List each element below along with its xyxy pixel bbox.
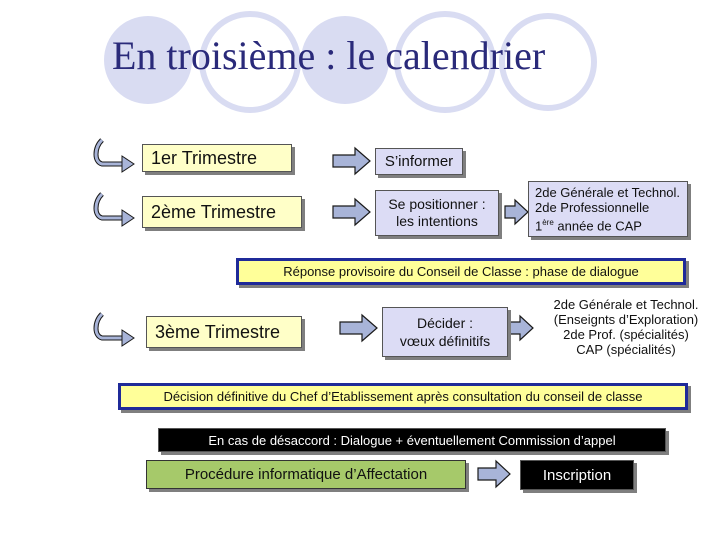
action-2-box (375, 190, 499, 236)
final-decision-label: Décision définitive du Chef d’Etablissement après consultation du conseil de classe (163, 389, 643, 404)
right-arrow-icon (510, 316, 533, 340)
right-arrow-icon (340, 315, 377, 341)
right-arrow-icon (333, 148, 370, 174)
procedure-label: Procédure informatique d’Affectation (184, 466, 428, 483)
action-3-box (382, 307, 508, 357)
option-line-cap: 1ère année de CAP (535, 217, 642, 234)
page-title: En troisième : le calendrier (112, 33, 546, 78)
option-line: 2de Générale et Technol. (535, 184, 681, 200)
procedure-box (146, 460, 466, 489)
right-arrow-icon (505, 200, 528, 224)
provisional-banner-label: Réponse provisoire du Conseil de Classe : phase de dialogue (283, 264, 639, 279)
term-3-label: 3ème Trimestre (155, 321, 281, 342)
option-line: 2de Professionnelle (535, 199, 650, 215)
curved-arrow-icon (96, 314, 134, 346)
provisional-banner (236, 258, 686, 285)
action-3-line-2: vœux définitifs (399, 333, 491, 349)
term-2-box (142, 196, 302, 228)
right-arrow-icon (478, 461, 510, 487)
term-1-label: 1er Trimestre (151, 147, 258, 168)
action-1-box (375, 148, 463, 175)
action-1-label: S’informer (384, 153, 454, 170)
action-3-line-1: Décider : (416, 315, 474, 331)
disagreement-label: En cas de désaccord : Dialogue + éventuellement Commission d’appel (208, 432, 616, 448)
final-decision-banner (118, 383, 688, 410)
term-2-label: 2ème Trimestre (151, 201, 277, 222)
disagreement-banner (158, 428, 666, 452)
action-2-line-2: les intentions (396, 213, 478, 229)
inscription-box (520, 460, 634, 490)
term-1-box (142, 144, 292, 172)
option-line: (Enseignts d’Exploration) (553, 312, 699, 327)
option-line: 2de Prof. (spécialités) (563, 327, 689, 342)
options-2-box (528, 181, 688, 237)
option-line: CAP (spécialités) (576, 342, 676, 357)
option-line: 2de Générale et Technol. (553, 297, 699, 312)
curved-arrow-icon (96, 194, 134, 226)
curved-arrow-icon (96, 140, 134, 172)
inscription-label: Inscription (542, 466, 612, 484)
right-arrow-icon (333, 199, 370, 225)
term-3-box (146, 316, 302, 348)
action-2-line-1: Se positionner : (388, 196, 486, 212)
options-3-list (536, 297, 716, 357)
